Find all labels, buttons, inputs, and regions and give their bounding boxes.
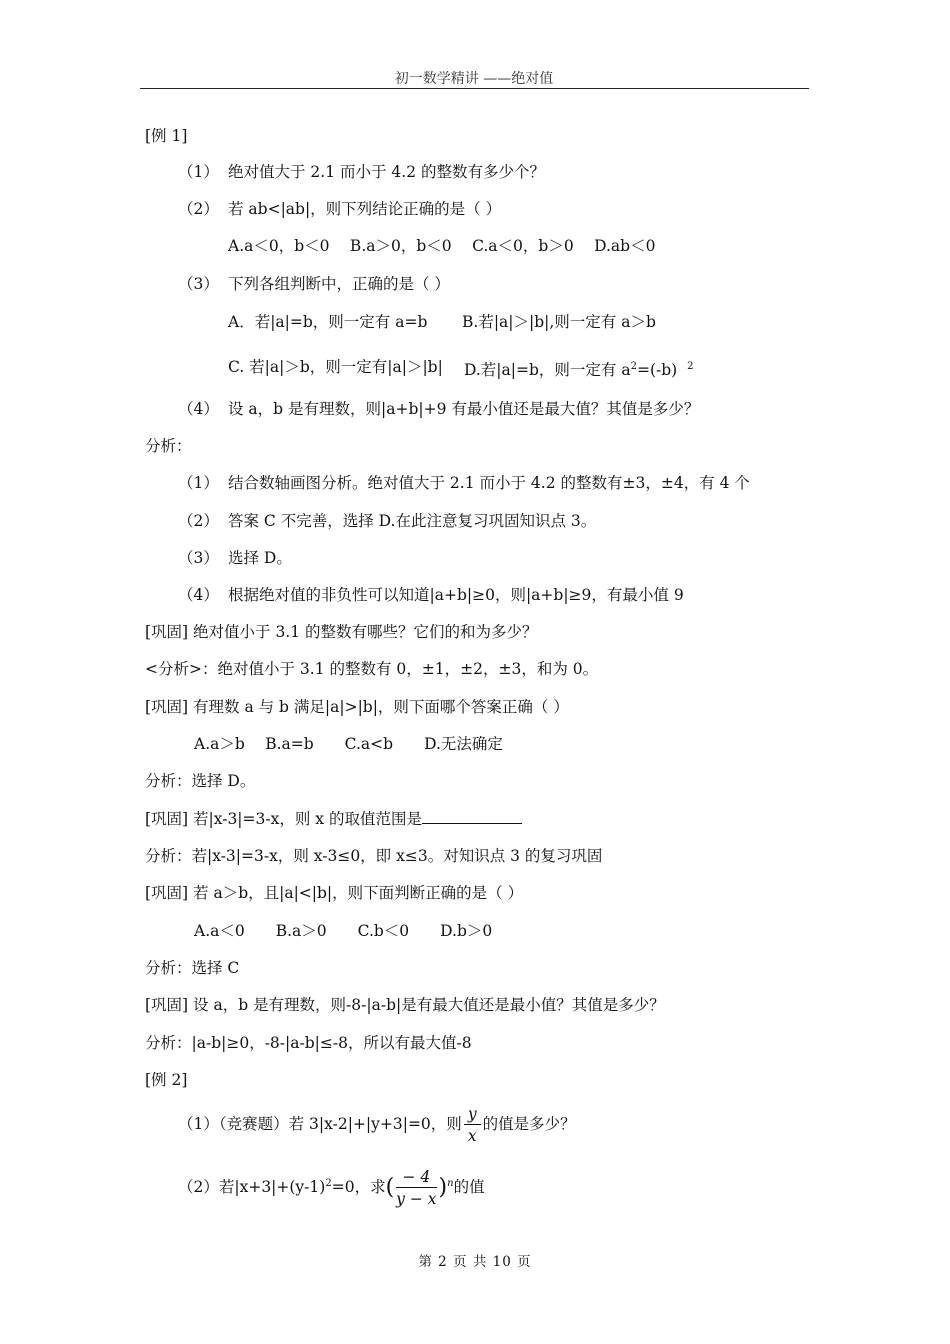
fraction-denominator: y − x bbox=[396, 1189, 437, 1208]
q2-number: （2） bbox=[178, 200, 219, 218]
consolidate-2-analysis: 分析：选择 D。 bbox=[145, 772, 256, 790]
example2-q1 bbox=[178, 1102, 576, 1147]
example1-q3 bbox=[178, 274, 450, 294]
fraction-numerator: y bbox=[464, 1104, 481, 1125]
consolidate-3-analysis: 分析：若|x-3|=3-x，则 x-3≤0，即 x≤3。对知识点 3 的复习巩固 bbox=[145, 847, 603, 865]
consolidate-1-question: [巩固] 绝对值小于 3.1 的整数有哪些？它们的和为多少？ bbox=[145, 623, 538, 641]
expression-fraction bbox=[396, 1167, 436, 1210]
q2-text: 若 ab<|ab|，则下列结论正确的是（ ） bbox=[228, 200, 502, 218]
exponent-n: n bbox=[447, 1178, 454, 1189]
ex2-q1-post: 的值是多少？ bbox=[482, 1115, 576, 1133]
analysis1-a3 bbox=[178, 548, 292, 568]
example1-q2-options: A.a＜0，b＜0 B.a＞0，b＜0 C.a＜0，b＞0 D.ab＜0 bbox=[228, 237, 656, 255]
q3-option-d-text: D.若|a|=b，则一定有 a bbox=[464, 361, 631, 380]
ex2-q1-pre: （1）（竞赛题）若 3|x-2|+|y+3|=0，则 bbox=[178, 1115, 462, 1133]
q1-number: （1） bbox=[178, 163, 219, 181]
header-rule bbox=[140, 88, 809, 89]
example2-label: [例 2] bbox=[145, 1071, 188, 1089]
a4-text: 根据绝对值的非负性可以知道|a+b|≥0，则|a+b|≥9，有最小值 9 bbox=[228, 586, 684, 604]
ex2-q2-post: 的值 bbox=[453, 1178, 485, 1197]
q4-text: 设 a，b 是有理数，则|a+b|+9 有最小值还是最大值？其值是多少？ bbox=[228, 400, 700, 418]
a2-number: （2） bbox=[178, 512, 219, 530]
a3-number: （3） bbox=[178, 549, 219, 567]
left-paren: ( bbox=[385, 1175, 395, 1201]
example1-q3-option-c: C. 若|a|＞b，则一定有|a|＞|b| bbox=[228, 358, 443, 376]
q3-number: （3） bbox=[178, 275, 219, 293]
answer-blank bbox=[422, 809, 522, 824]
ex2-q2-mid: =0，求 bbox=[331, 1178, 386, 1197]
consolidate-5-question: [巩固] 设 a，b 是有理数，则-8-|a-b|是有最大值还是最小值？其值是多少？ bbox=[145, 996, 665, 1014]
example1-q3-option-d bbox=[464, 357, 693, 380]
consolidate-4-options: A.a＜0 B.a＞0 C.b＜0 D.b＞0 bbox=[194, 922, 493, 940]
a4-number: （4） bbox=[178, 586, 219, 604]
consolidate-3-question bbox=[145, 809, 522, 829]
analysis1-a4 bbox=[178, 585, 684, 605]
consolidate-2-options: A.a＞b B.a=b C.a<b D.无法确定 bbox=[194, 735, 503, 753]
example1-q4 bbox=[178, 399, 699, 419]
consolidate-5-analysis: 分析：|a-b|≥0，-8-|a-b|≤-8，所以有最大值-8 bbox=[145, 1034, 472, 1052]
consolidate-4-analysis: 分析：选择 C bbox=[145, 959, 240, 977]
a2-text: 答案 C 不完善，选择 D.在此注意复习巩固知识点 3。 bbox=[228, 512, 597, 530]
page-header: 初一数学精讲 ——绝对值 bbox=[394, 71, 554, 87]
q3-option-d-sup1: 2 bbox=[630, 361, 637, 372]
fraction-denominator: x bbox=[467, 1126, 477, 1145]
a3-text: 选择 D。 bbox=[228, 549, 292, 567]
fraction-numerator: − 4 bbox=[396, 1167, 436, 1188]
analysis1-a2 bbox=[178, 511, 596, 531]
a1-text: 结合数轴画图分析。绝对值大于 2.1 而小于 4.2 的整数有±3，±4，有 4 个 bbox=[228, 474, 750, 492]
example1-q1 bbox=[178, 162, 545, 182]
example1-q3-option-b: B.若|a|＞|b|,则一定有 a＞b bbox=[462, 313, 656, 331]
ex2-q2-pre: （2）若|x+3|+(y-1) bbox=[178, 1178, 326, 1197]
y-over-x-fraction bbox=[464, 1104, 481, 1147]
consolidate-2-question: [巩固] 有理数 a 与 b 满足|a|>|b|，则下面哪个答案正确（ ） bbox=[145, 698, 569, 716]
example1-q2 bbox=[178, 199, 501, 219]
analysis1-label: 分析： bbox=[145, 437, 192, 455]
ex2-q2-sup: 2 bbox=[325, 1178, 332, 1189]
consolidate-3-question-text: [巩固] 若|x-3|=3-x，则 x 的取值范围是 bbox=[145, 810, 422, 828]
analysis1-a1 bbox=[178, 473, 750, 493]
q3-text: 下列各组判断中，正确的是（ ） bbox=[228, 275, 450, 293]
q1-text: 绝对值大于 2.1 而小于 4.2 的整数有多少个？ bbox=[228, 163, 546, 181]
a1-number: （1） bbox=[178, 474, 219, 492]
consolidate-1-analysis: <分析>：绝对值小于 3.1 的整数有 0，±1，±2，±3，和为 0。 bbox=[145, 660, 599, 678]
page-footer: 第 2 页 共 10 页 bbox=[418, 1254, 532, 1270]
q3-option-d-sup2: 2 bbox=[687, 361, 694, 372]
q3-option-d-mid: =(-b) bbox=[636, 361, 678, 380]
right-paren: ) bbox=[438, 1175, 448, 1201]
q4-number: （4） bbox=[178, 400, 219, 418]
example1-label: [例 1] bbox=[145, 127, 188, 145]
consolidate-4-question: [巩固] 若 a＞b，且|a|<|b|，则下面判断正确的是（ ） bbox=[145, 884, 524, 902]
example1-q3-option-a: A．若|a|=b，则一定有 a=b bbox=[228, 313, 428, 331]
example2-q2 bbox=[178, 1160, 485, 1212]
